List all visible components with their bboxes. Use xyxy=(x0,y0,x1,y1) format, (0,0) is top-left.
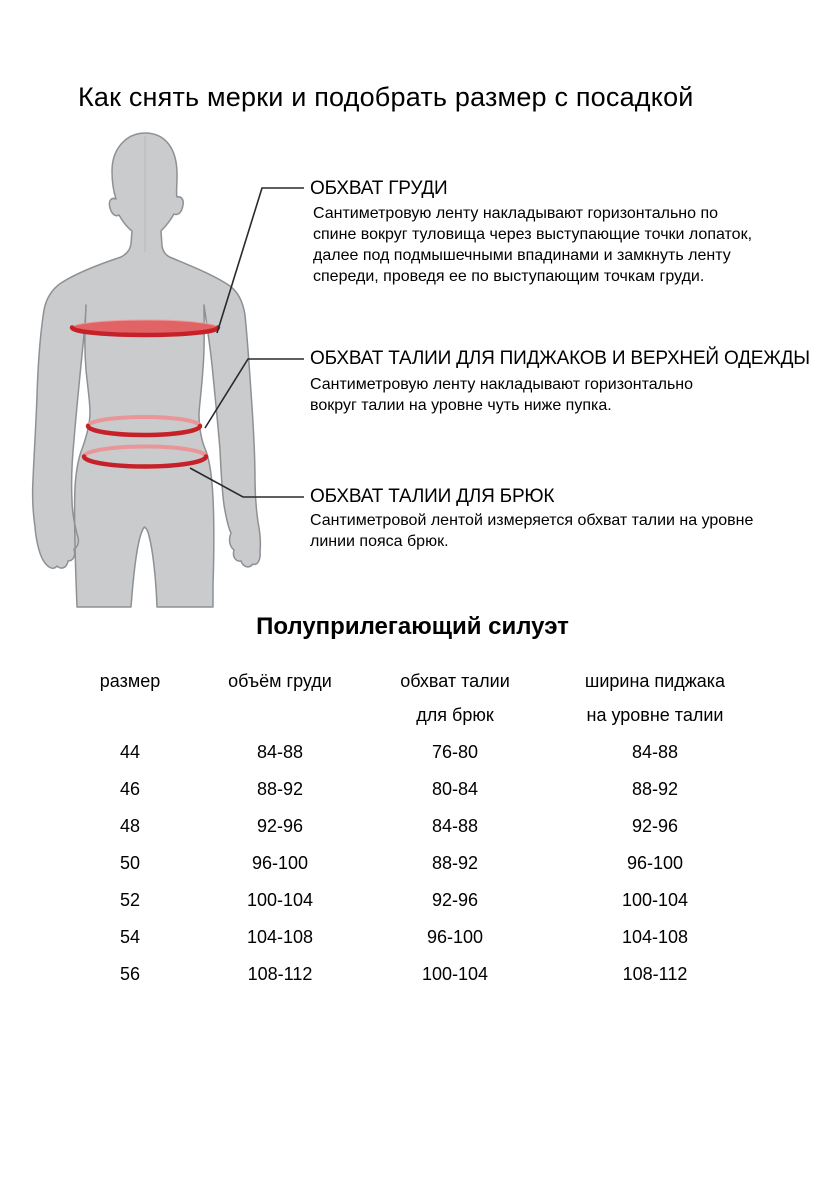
cell-waist: 100-104 xyxy=(421,964,489,984)
cell-waist: 92-96 xyxy=(431,890,479,910)
cell-width: 104-108 xyxy=(621,927,689,947)
cell-size: 54 xyxy=(119,927,141,947)
col-header-trouser-waist: обхват талии xyxy=(400,671,510,691)
table-body xyxy=(55,734,755,993)
body-line: Сантиметровую ленту накладывают горизонтально xyxy=(310,376,694,393)
table-row xyxy=(55,919,755,956)
body-line: линии пояса брюк. xyxy=(310,533,449,550)
measurement-section-jacket-waist xyxy=(310,347,810,370)
size-table xyxy=(55,668,755,993)
body-line: спереди, проведя ее по выступающим точкам груди. xyxy=(313,268,705,285)
body-line: спине вокруг туловища через выступающие точки лопаток, xyxy=(313,226,753,243)
col-header-size: размер xyxy=(99,671,161,691)
table-row xyxy=(55,808,755,845)
cell-chest: 92-96 xyxy=(256,816,304,836)
col-header-size-2 xyxy=(55,702,205,728)
body-line: Сантиметровой лентой измеряется обхват талии на уровне xyxy=(310,512,754,529)
cell-width: 84-88 xyxy=(631,742,679,762)
col-header-chest: объём груди xyxy=(228,671,332,691)
cell-chest: 108-112 xyxy=(247,964,313,984)
body-line: Сантиметровую ленту накладывают горизонтально по xyxy=(313,205,719,222)
col-header-jacket-width: ширина пиджака xyxy=(584,671,726,691)
size-table-title: Полуприлегающий силуэт xyxy=(256,613,569,640)
table-row xyxy=(55,882,755,919)
cell-size: 50 xyxy=(119,853,141,873)
cell-size: 44 xyxy=(119,742,141,762)
cell-size: 48 xyxy=(119,816,141,836)
body-line: далее под подмышечными впадинами и замкнуть ленту xyxy=(313,247,731,264)
cell-waist: 84-88 xyxy=(431,816,479,836)
cell-waist: 80-84 xyxy=(431,779,479,799)
measurement-section-chest xyxy=(310,177,448,200)
cell-size: 56 xyxy=(119,964,141,984)
cell-waist: 96-100 xyxy=(426,927,484,947)
cell-chest: 104-108 xyxy=(246,927,314,947)
cell-width: 100-104 xyxy=(621,890,689,910)
cell-chest: 100-104 xyxy=(246,890,314,910)
cell-width: 88-92 xyxy=(631,779,679,799)
table-row xyxy=(55,734,755,771)
table-row xyxy=(55,771,755,808)
cell-chest: 88-92 xyxy=(256,779,304,799)
section-body-trouser-waist xyxy=(310,510,753,552)
cell-waist: 88-92 xyxy=(431,853,479,873)
col-header-trouser-waist-2: для брюк xyxy=(416,705,494,725)
section-heading: ОБХВАТ ГРУДИ xyxy=(310,178,448,199)
cell-chest: 84-88 xyxy=(256,742,304,762)
table-header-row-2 xyxy=(55,702,755,728)
cell-chest: 96-100 xyxy=(251,853,309,873)
page-title: Как снять мерки и подобрать размер с посадкой xyxy=(78,82,694,112)
section-heading: ОБХВАТ ТАЛИИ ДЛЯ БРЮК xyxy=(310,486,555,507)
section-heading: ОБХВАТ ТАЛИИ ДЛЯ ПИДЖАКОВ И ВЕРХНЕЙ ОДЕЖДЫ xyxy=(310,348,810,369)
section-body-chest xyxy=(313,203,752,287)
cell-waist: 76-80 xyxy=(431,742,479,762)
table-header-row-1 xyxy=(55,668,755,694)
col-header-chest-2 xyxy=(205,702,355,728)
cell-width: 92-96 xyxy=(631,816,679,836)
cell-size: 52 xyxy=(119,890,141,910)
body-line: вокруг талии на уровне чуть ниже пупка. xyxy=(310,397,612,414)
male-silhouette xyxy=(33,133,261,607)
cell-width: 108-112 xyxy=(622,964,688,984)
section-body-jacket-waist xyxy=(310,374,693,416)
col-header-jacket-width-2: на уровне талии xyxy=(586,705,724,725)
table-row xyxy=(55,845,755,882)
chest-band xyxy=(72,320,218,335)
cell-size: 46 xyxy=(119,779,141,799)
measurement-section-trouser-waist xyxy=(310,485,554,508)
cell-width: 96-100 xyxy=(626,853,684,873)
table-row xyxy=(55,956,755,993)
